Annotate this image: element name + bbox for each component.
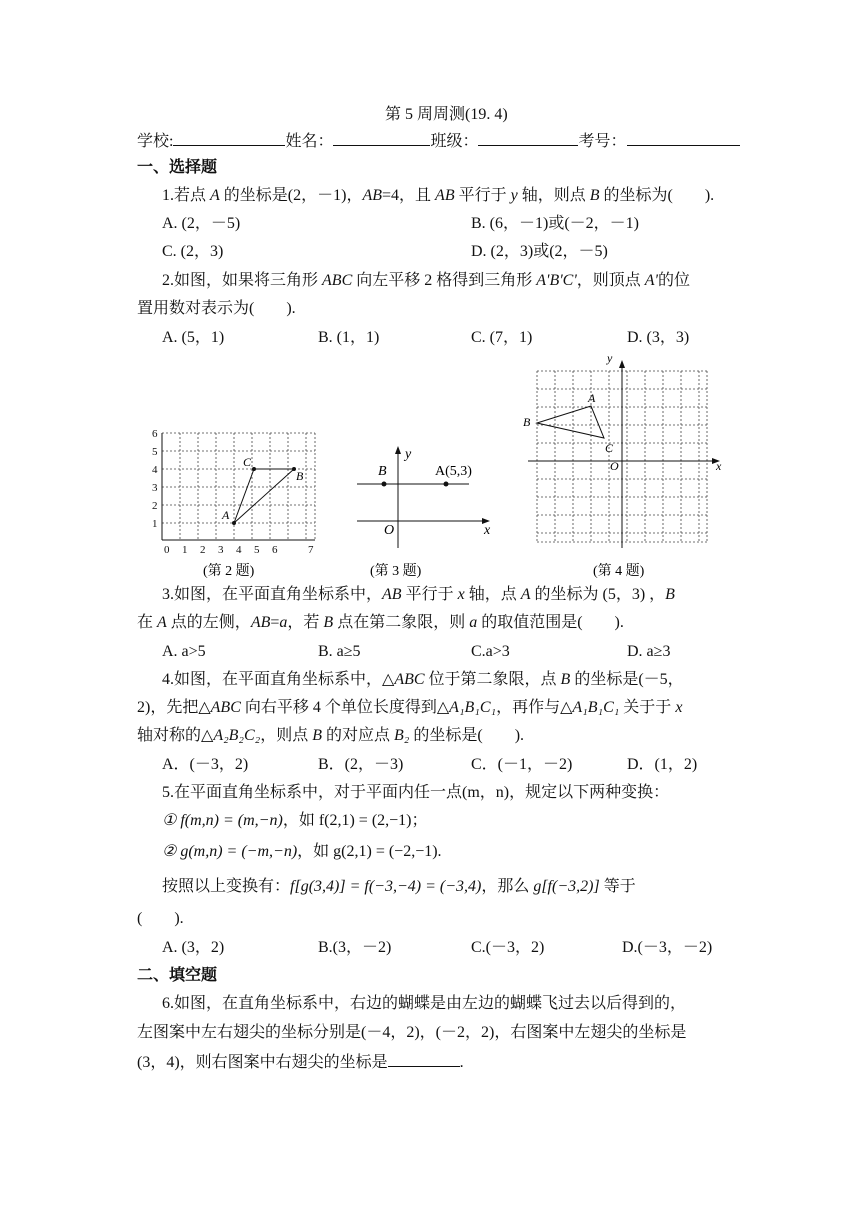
- exam-no-blank[interactable]: [627, 130, 740, 146]
- q6-stem-line3: (3，4)，则右图案中右翅尖的坐标是 .: [137, 1051, 464, 1074]
- q2-option-a[interactable]: A. (5，1): [162, 329, 225, 346]
- fig2-grid: [162, 433, 315, 540]
- fig4-triangle: [537, 406, 604, 438]
- q1-option-b[interactable]: B. (6，－1)或(－2，－1): [471, 215, 639, 232]
- q3-option-a[interactable]: A. a>5: [162, 643, 206, 660]
- fig4-caption: (第 4 题): [593, 564, 645, 579]
- school-blank[interactable]: [173, 130, 285, 146]
- svg-text:1: 1: [152, 518, 158, 530]
- q5-stem-line4: 按照以上变换有：f[g(3,4)] = f(−3,−4) = (−3,4)，那么 g[f(−3,2)] 等于: [162, 878, 636, 895]
- name-blank[interactable]: [333, 130, 430, 146]
- school-label: 学校:: [137, 133, 174, 150]
- fig2-x-ticks: [164, 544, 314, 556]
- svg-text:1: 1: [182, 544, 188, 556]
- fig4-label-x: x: [716, 459, 722, 473]
- q4-stem-line1: 4.如图，在平面直角坐标系中，△ABC 位于第二象限，点 B 的坐标是(－5，: [162, 671, 684, 688]
- q5-option-d[interactable]: D.(－3，－2): [622, 939, 713, 956]
- fig2-label-b: B: [296, 469, 304, 483]
- svg-text:2: 2: [200, 544, 206, 556]
- info-line: [137, 130, 740, 153]
- figure-2: [150, 425, 330, 585]
- q1-option-c[interactable]: C. (2，3): [162, 243, 224, 260]
- class-blank[interactable]: [478, 130, 578, 146]
- q2-option-c[interactable]: C. (7，1): [471, 329, 533, 346]
- q6-stem-line2: 左图案中左右翅尖的坐标分别是(－4，2)，(－2，2)，右图案中左翅尖的坐标是: [137, 1024, 687, 1041]
- fig3-label-o: O: [384, 523, 395, 538]
- q1-option-d[interactable]: D. (2，3)或(2，－5): [471, 243, 608, 260]
- q4-option-b[interactable]: B．(2，－3): [318, 756, 404, 773]
- figure-3: [350, 440, 500, 585]
- q4-option-d[interactable]: D．(1，2): [627, 756, 698, 773]
- q3-stem-line1: 3.如图，在平面直角坐标系中，AB 平行于 x 轴，点 A 的坐标为 (5，3) ，B: [162, 586, 675, 603]
- svg-text:4: 4: [152, 464, 158, 476]
- section-fill: 二、填空题: [137, 967, 218, 984]
- fig2-y-ticks: [152, 428, 158, 530]
- fig4-label-o: O: [610, 459, 619, 473]
- q3-stem-line2: 在 A 点的左侧，AB=a，若 B 点在第二象限，则 a 的取值范围是( ).: [137, 614, 624, 631]
- q3-option-b[interactable]: B. a≥5: [318, 643, 361, 660]
- svg-text:5: 5: [152, 446, 158, 458]
- svg-text:0: 0: [164, 544, 170, 556]
- fig4-label-a: A: [588, 391, 596, 405]
- fig4-label-y: y: [607, 351, 613, 365]
- q5-rule2: ② g(m,n) = (−m,−n)，如 g(2,1) = (−2,−1).: [162, 843, 442, 860]
- svg-text:6: 6: [272, 544, 278, 556]
- q1-stem: 1.若点 A 的坐标是(2，－1)，AB=4，且 AB 平行于 y 轴，则点 B 的坐标为( ).: [162, 187, 715, 204]
- fig2-label-c: C: [243, 455, 252, 469]
- q2-stem-line2: 置用数对表示为( ).: [137, 300, 296, 317]
- q1-option-a[interactable]: A. (2，－5): [162, 215, 241, 232]
- q5-rule1: ① f(m,n) = (m,−n)，如 f(2,1) = (2,−1)；: [162, 812, 428, 829]
- fig3-label-x: x: [484, 523, 491, 538]
- fig2-label-a: A: [222, 508, 230, 522]
- fig2-triangle: [234, 469, 294, 523]
- q4-option-a[interactable]: A．(－3，2): [162, 756, 249, 773]
- q4-stem-line2: 2)，先把△ABC 向右平移 4 个单位长度得到△A₁B₁C₁，再作与△A₁B₁C₁ 关于于 x: [137, 699, 683, 716]
- page-title: 第 5 周周测(19. 4): [385, 106, 508, 123]
- fig3-label-a: A(5,3): [435, 464, 472, 479]
- q2-stem-line1: 2.如图，如果将三角形 ABC 向左平移 2 格得到三角形 A'B'C'，则顶点 A'的位: [162, 272, 690, 289]
- q5-stem-line1: 5.在平面直角坐标系中，对于平面内任一点(m，n)，规定以下两种变换：: [162, 784, 670, 801]
- svg-text:3: 3: [152, 482, 158, 494]
- q2-option-d[interactable]: D. (3，3): [627, 329, 690, 346]
- q3-option-c[interactable]: C.a>3: [471, 643, 510, 660]
- q5-option-b[interactable]: B.(3，－2): [318, 939, 392, 956]
- svg-text:2: 2: [152, 500, 158, 512]
- section-choice: 一、选择题: [137, 159, 218, 176]
- q4-option-c[interactable]: C．(－1，－2): [471, 756, 573, 773]
- q4-stem-line3: 轴对称的△A₂B₂C₂，则点 B 的对应点 B₂ 的坐标是( ).: [137, 727, 525, 744]
- fig2-caption: (第 2 题): [203, 564, 255, 579]
- svg-text:6: 6: [152, 428, 158, 440]
- exam-no-label: 考号：: [578, 133, 627, 150]
- q6-answer-blank[interactable]: [388, 1051, 460, 1067]
- class-label: 班级：: [430, 133, 479, 150]
- fig3-caption: (第 3 题): [370, 564, 422, 579]
- svg-text:5: 5: [254, 544, 260, 556]
- q2-option-b[interactable]: B. (1，1): [318, 329, 380, 346]
- fig3-label-y: y: [405, 447, 412, 462]
- q3-option-d[interactable]: D. a≥3: [627, 643, 671, 660]
- q5-stem-line5: ( ).: [137, 910, 184, 927]
- fig3-label-b: B: [378, 464, 387, 479]
- q6-stem-line1: 6.如图，在直角坐标系中，右边的蝴蝶是由左边的蝴蝶飞过去以后得到的，: [162, 995, 687, 1012]
- fig4-label-b: B: [523, 415, 531, 429]
- figure-4: [520, 350, 732, 585]
- name-label: 姓名：: [285, 133, 334, 150]
- fig4-label-c: C: [605, 441, 614, 455]
- svg-text:7: 7: [308, 544, 314, 556]
- q5-option-a[interactable]: A. (3，2): [162, 939, 225, 956]
- q5-option-c[interactable]: C.(－3，2): [471, 939, 545, 956]
- svg-text:4: 4: [236, 544, 242, 556]
- svg-text:3: 3: [218, 544, 224, 556]
